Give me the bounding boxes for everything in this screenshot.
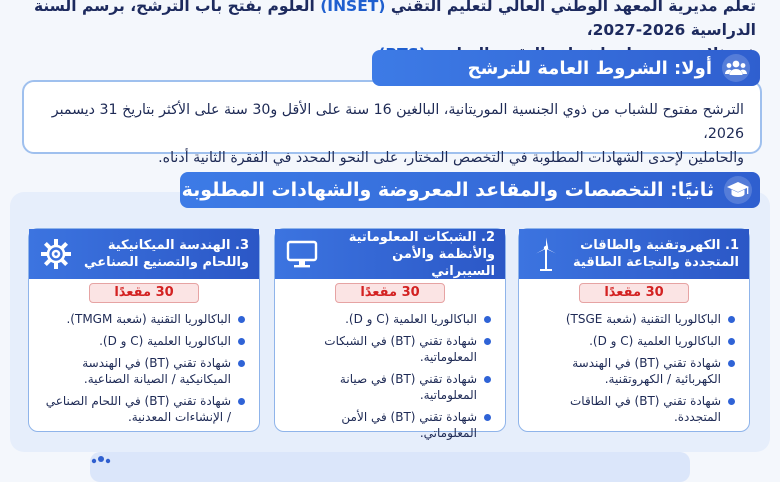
specialty-card-electrotechnics bbox=[518, 228, 750, 432]
list-item: شهادة تقني (BT) في صيانة المعلوماتية. bbox=[285, 371, 493, 403]
list-item: الباكالوريا التقنية (شعبة TMGM). bbox=[39, 311, 247, 327]
section-1-line-1: الترشح مفتوح للشباب من ذوي الجنسية الموريتانية، البالغين 16 سنة على الأقل و30 سنة على الأكثر بتاريخ 31 ديسمبر 2026، bbox=[51, 102, 744, 142]
list-item: الباكالوريا العلمية (C و D). bbox=[285, 311, 493, 327]
section-1-header bbox=[372, 50, 760, 86]
card-title: 3. الهندسة الميكانيكية واللحام والتصنيع الصناعي bbox=[84, 238, 249, 270]
required-certificates-list bbox=[275, 303, 505, 441]
seats-badge: 30 مقعدًا bbox=[89, 283, 199, 303]
section-1-title: أولا: الشروط العامة للترشح bbox=[467, 57, 712, 79]
next-section-bar bbox=[90, 452, 690, 482]
graduation-cap-icon bbox=[724, 176, 752, 204]
section-2-header bbox=[180, 172, 760, 208]
specialty-card-mechanical bbox=[28, 228, 260, 432]
card-header bbox=[519, 229, 749, 279]
list-item: الباكالوريا التقنية (شعبة TSGE) bbox=[529, 311, 737, 327]
required-certificates-list bbox=[29, 303, 259, 425]
card-header bbox=[275, 229, 505, 279]
required-certificates-list bbox=[519, 303, 749, 425]
intro-line-1-part-b: العلوم بفتح باب الترشح، برسم السنة الدراسية 2026-2027، bbox=[33, 0, 756, 39]
section-2-title: ثانيًا: التخصصات والمقاعد المعروضة والشهادات المطلوبة bbox=[181, 179, 714, 201]
wind-turbine-icon bbox=[529, 237, 563, 271]
section-1-body bbox=[22, 80, 762, 166]
intro-highlight-inset: (INSET) bbox=[320, 0, 386, 15]
card-title: 2. الشبكات المعلوماتية والأنظمة والأمن السيبراني bbox=[348, 229, 495, 279]
intro-line-1 bbox=[24, 0, 756, 42]
card-header bbox=[29, 229, 259, 279]
list-item: شهادة تقني (BT) في الهندسة الميكانيكية / الصيانة الصناعية. bbox=[39, 355, 247, 387]
list-item: شهادة تقني (BT) في الشبكات المعلوماتية. bbox=[285, 333, 493, 365]
list-item: شهادة تقني (BT) في الطاقات المتجددة. bbox=[529, 393, 737, 425]
users-icon bbox=[90, 454, 112, 473]
seats-badge: 30 مقعدًا bbox=[579, 283, 689, 303]
gear-icon bbox=[39, 237, 73, 271]
card-title: 1. الكهروتقنية والطاقات المتجددة والنجاعة الطاقية bbox=[573, 238, 739, 270]
intro-line-1-part-a: تعلم مديرية المعهد الوطني العالي لتعليم التقني bbox=[390, 0, 756, 15]
section-1-line-2: والحاملين لإحدى الشهادات المطلوبة في التخصص المختار، على النحو المحدد في الفقرة الثانية أدناه. bbox=[158, 150, 744, 166]
list-item: الباكالوريا العلمية (C و D). bbox=[39, 333, 247, 349]
monitor-icon bbox=[285, 237, 319, 271]
users-icon bbox=[722, 54, 750, 82]
list-item: شهادة تقني (BT) في الأمن المعلوماتي. bbox=[285, 409, 493, 441]
list-item: شهادة تقني (BT) في الهندسة الكهربائية / الكهروتقنية. bbox=[529, 355, 737, 387]
list-item: الباكالوريا العلمية (C و D). bbox=[529, 333, 737, 349]
list-item: شهادة تقني (BT) في اللحام الصناعي / الإنشاءات المعدنية. bbox=[39, 393, 247, 425]
specialty-card-networks bbox=[274, 228, 506, 440]
seats-badge: 30 مقعدًا bbox=[335, 283, 445, 303]
